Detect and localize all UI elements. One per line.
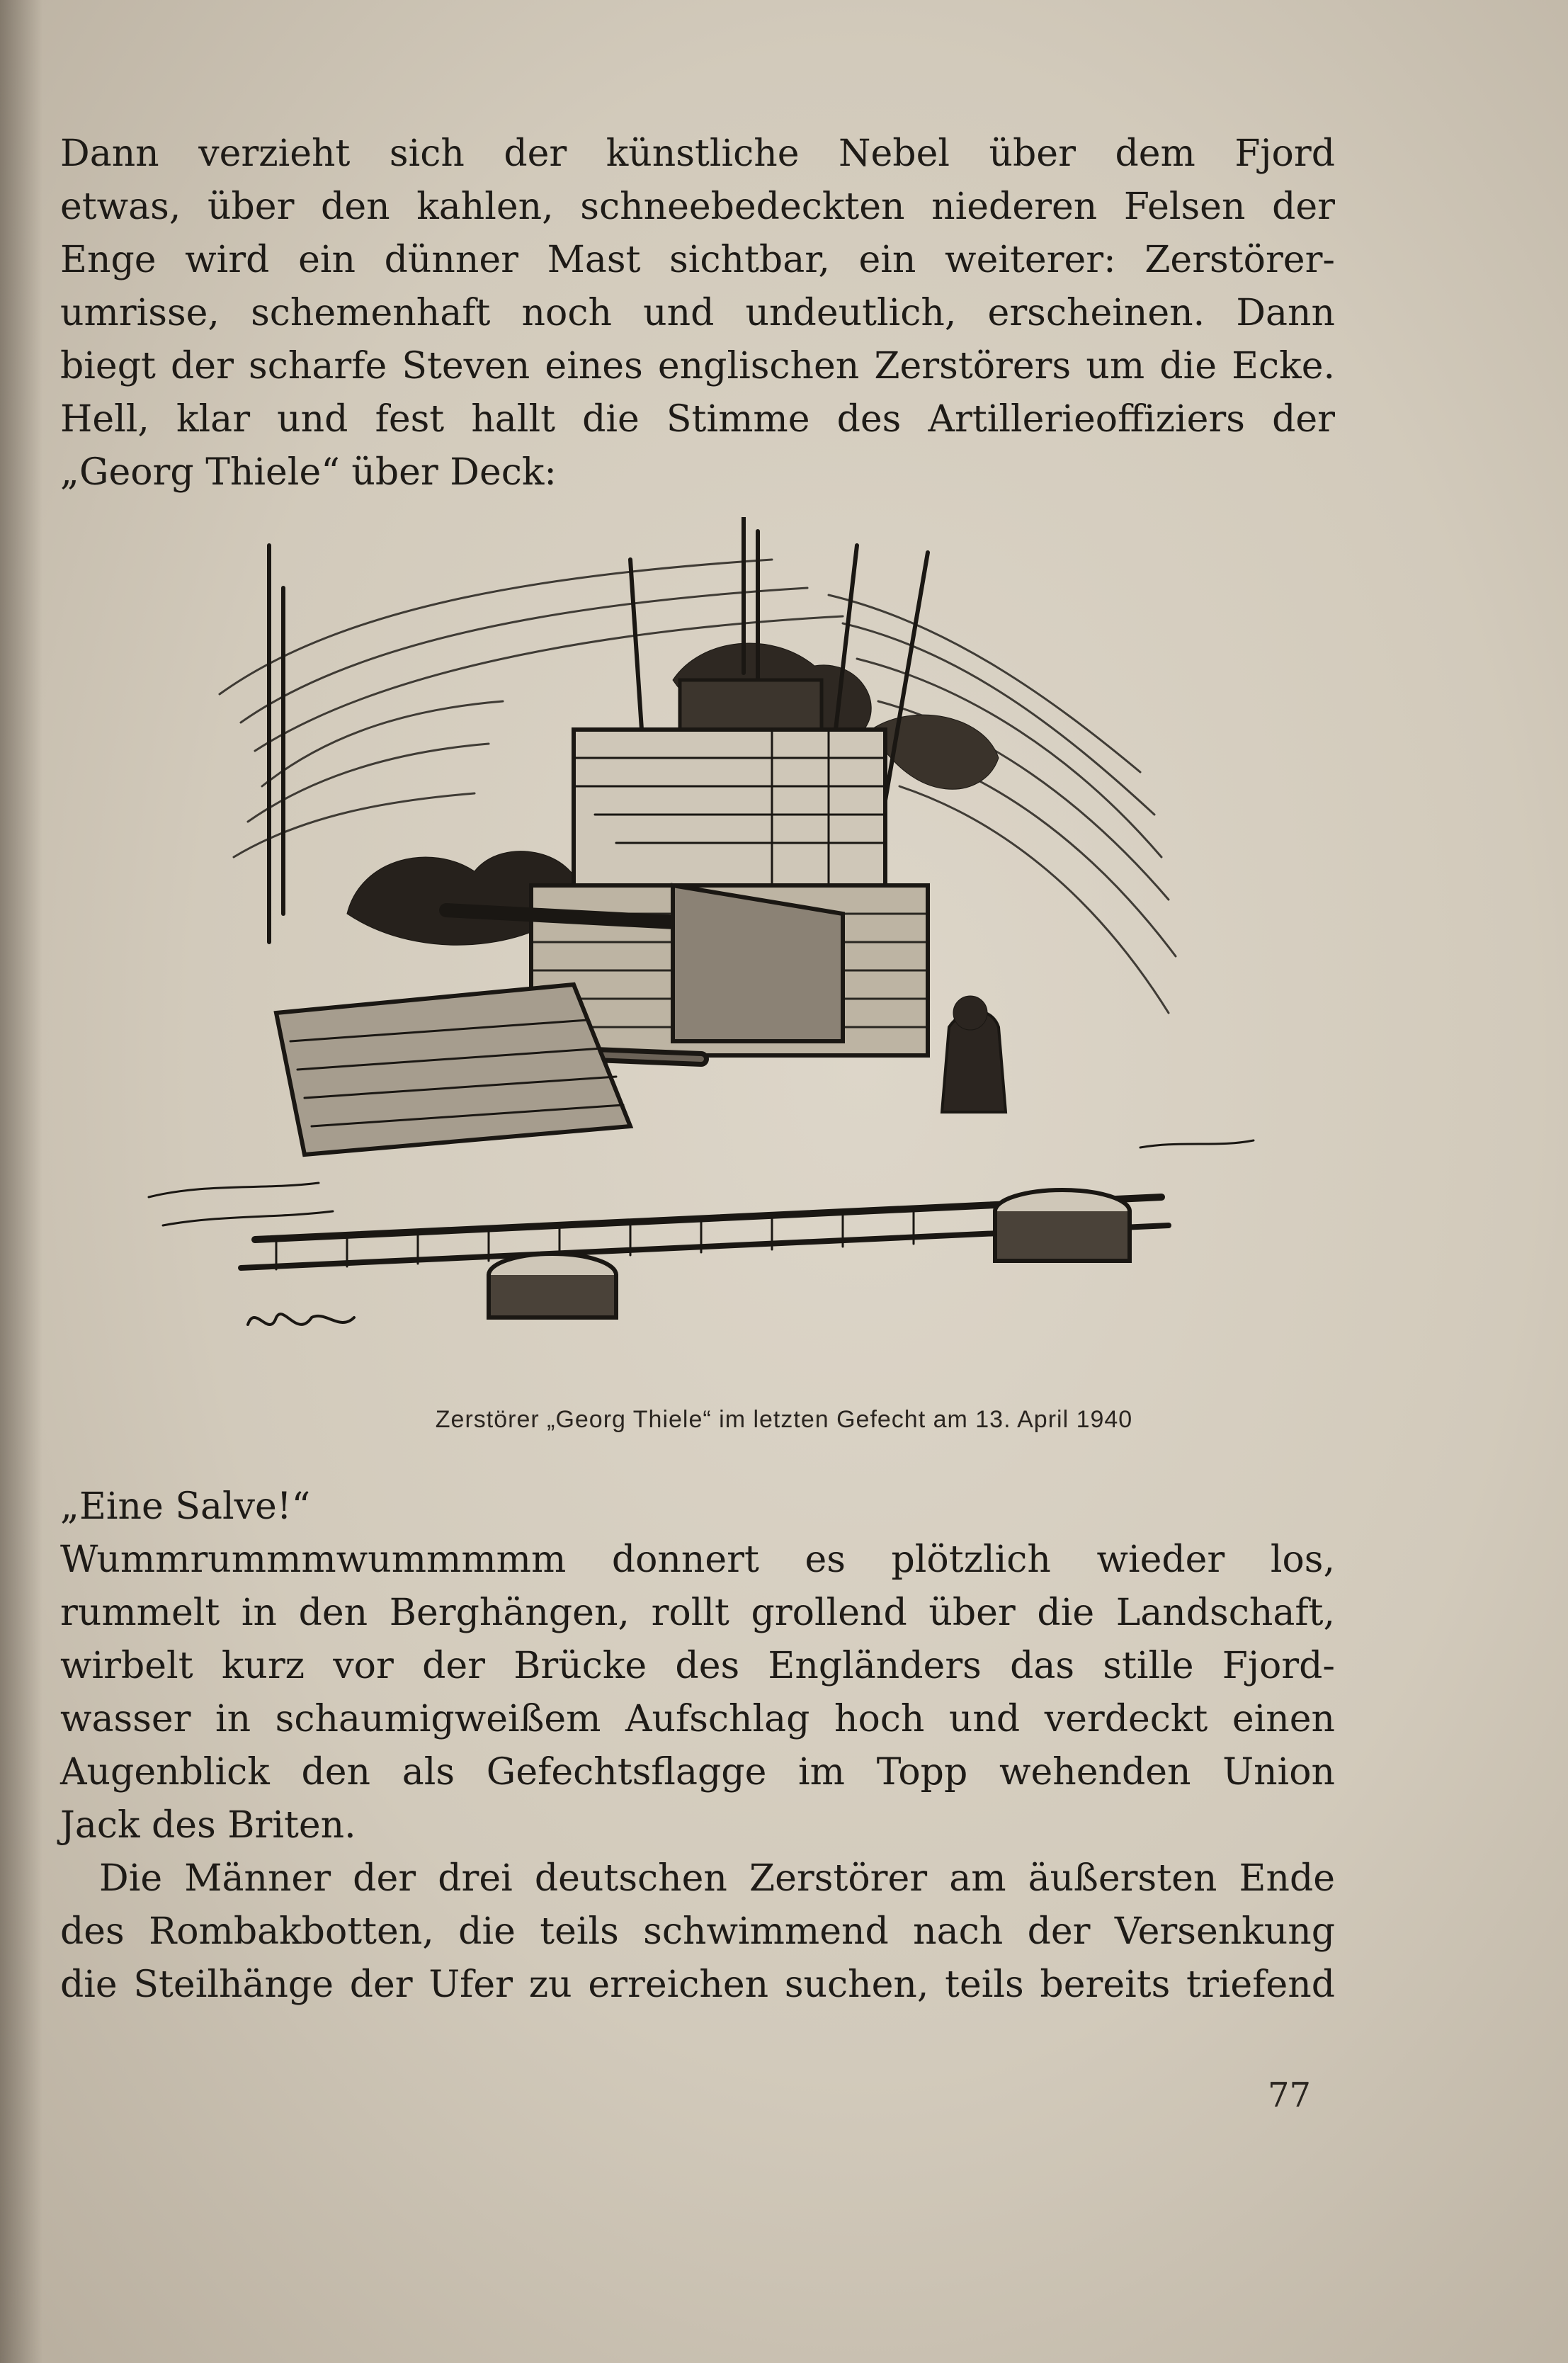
text-line: wasser in schaumigweißem Aufschlag hoch und verdeckt einen	[60, 1698, 1335, 1740]
bottom-text	[60, 1480, 1335, 2012]
text-line: etwas, über den kahlen, schneebedeckten niederen Felsen der	[60, 186, 1335, 228]
text-line: Hell, klar und fest hallt die Stimme des Artillerieoffiziers der	[60, 398, 1335, 441]
text-line: Jack des Briten.	[60, 1804, 356, 1847]
text-line: rummelt in den Berghängen, rollt grollend über die Landschaft,	[60, 1592, 1335, 1634]
top-paragraph	[60, 128, 1335, 499]
text-line: die Steilhänge der Ufer zu erreichen suchen, teils bereits triefend	[60, 1964, 1335, 2006]
text-line: Augenblick den als Gefechtsflagge im Topp wehenden Union	[60, 1751, 1335, 1794]
text-line: Die Männer der drei deutschen Zerstörer am äußersten Ende	[99, 1857, 1335, 1900]
illustration-caption: Zerstörer „Georg Thiele“ im letzten Gefecht am 13. April 1940	[435, 1406, 1133, 1433]
quote-line: „Eine Salve!“	[60, 1485, 311, 1528]
text-line: des Rombakbotten, die teils schwimmend nach der Versenkung	[60, 1910, 1335, 1953]
text-line: umrisse, schemenhaft noch und undeutlich, erscheinen. Dann	[60, 292, 1335, 334]
text-line: Wummrummmwummmmm donnert es plötzlich wieder los,	[60, 1538, 1335, 1581]
text-line: wirbelt kurz vor der Brücke des Engländers das stille Fjord-	[60, 1645, 1335, 1687]
text-line: Dann verzieht sich der künstliche Nebel über dem Fjord	[60, 132, 1335, 175]
text-line: „Georg Thiele“ über Deck:	[60, 451, 557, 494]
page-number: 77	[1268, 2075, 1312, 2115]
text-line: biegt der scharfe Steven eines englischen Zerstörers um die Ecke.	[60, 345, 1335, 387]
text-line: Enge wird ein dünner Mast sichtbar, ein weiterer: Zerstörer-	[60, 239, 1335, 281]
destroyer-battle-illustration-icon	[135, 517, 1268, 1395]
